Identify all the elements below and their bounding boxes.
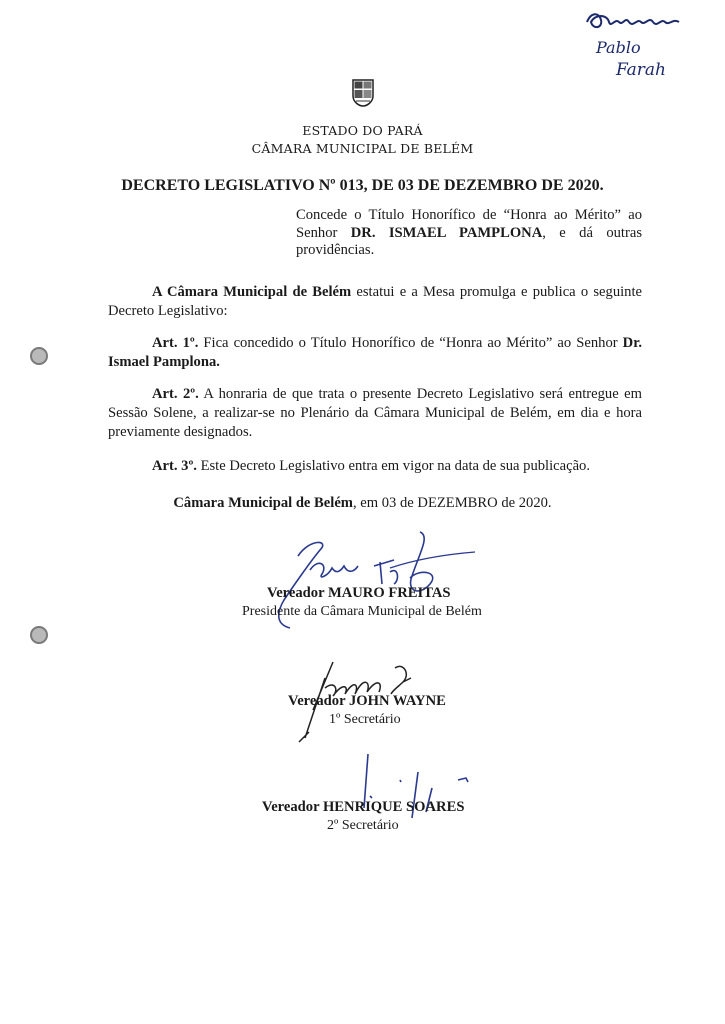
header-chamber: CÂMARA MUNICIPAL DE BELÉM bbox=[251, 141, 474, 156]
article-text: Fica concedido o Título Honorífico de “Honra ao Mérito” ao Senhor bbox=[198, 335, 623, 351]
article-label: Art. 1º. bbox=[152, 335, 199, 351]
closing-line bbox=[0, 495, 725, 512]
preamble-text: estatui e a Mesa promulga e publica o seguinte Decreto Legislativo: bbox=[108, 284, 642, 319]
header-state: ESTADO DO PARÁ bbox=[302, 123, 423, 138]
scribble-mark bbox=[585, 10, 685, 32]
coat-of-arms-icon bbox=[352, 79, 374, 107]
handwritten-first-name: Pablo bbox=[596, 38, 641, 57]
punch-hole bbox=[30, 626, 48, 644]
decree-title: DECRETO LEGISLATIVO Nº 013, DE 03 DE DEZEMBRO DE 2020. bbox=[121, 177, 604, 194]
signatory-role: Presidente da Câmara Municipal de Belém bbox=[242, 604, 482, 619]
handwritten-last-name: Farah bbox=[616, 60, 666, 80]
signatory-role: 1º Secretário bbox=[329, 712, 401, 727]
article-text: A honraria de que trata o presente Decreto Legislativo será entregue em Sessão Solene, a realizar-se no Plenário da Câmara Municipal de Belém, em dia e hora previamente designados. bbox=[108, 386, 643, 440]
signatory-name: Vereador HENRIQUE SOARES bbox=[262, 799, 465, 815]
summary-text-end: , e dá outras providências. bbox=[296, 224, 643, 258]
preamble bbox=[108, 283, 642, 321]
closing-date: , em 03 de DEZEMBRO de 2020. bbox=[352, 495, 552, 511]
signatory-name: Vereador MAURO FREITAS bbox=[267, 585, 451, 601]
article-text: Este Decreto Legislativo entra em vigor na data de sua publicação. bbox=[196, 458, 590, 474]
article-1 bbox=[108, 334, 642, 372]
closing-bold: Câmara Municipal de Belém bbox=[173, 495, 353, 511]
article-honoree: Dr. Ismael Pamplona. bbox=[108, 335, 642, 370]
summary-text: Concede o Título Honorífico de “Honra ao Mérito” ao Senhor bbox=[296, 207, 642, 241]
decree-summary bbox=[296, 207, 642, 260]
article-2 bbox=[108, 385, 642, 442]
preamble-bold: A Câmara Municipal de Belém bbox=[152, 284, 352, 300]
honoree-name: DR. ISMAEL PAMPLONA bbox=[350, 224, 543, 241]
signatory-name: Vereador JOHN WAYNE bbox=[288, 693, 446, 709]
punch-hole bbox=[30, 347, 48, 365]
article-3 bbox=[108, 457, 642, 476]
article-label: Art. 3º. bbox=[152, 458, 197, 474]
article-label: Art. 2º. bbox=[152, 386, 199, 402]
signatory-role: 2º Secretário bbox=[327, 818, 399, 833]
